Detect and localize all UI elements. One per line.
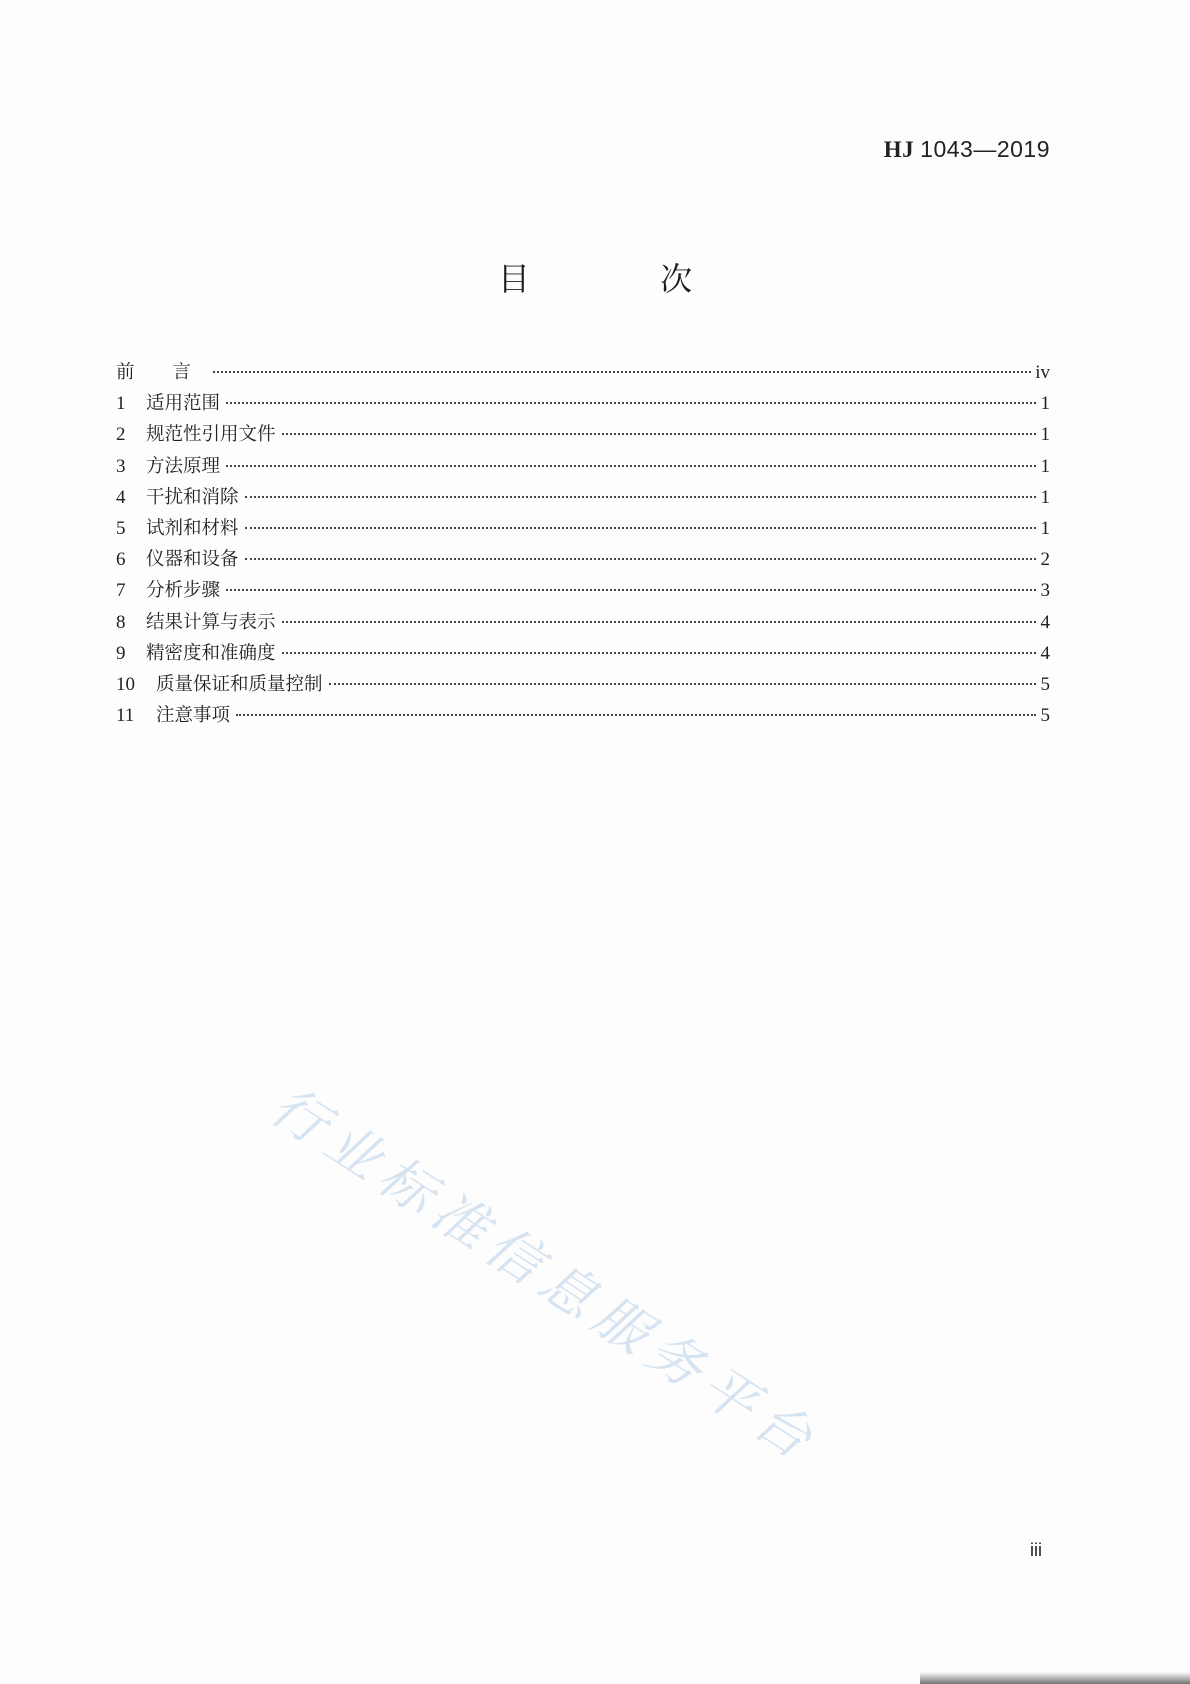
toc-entry-page: iv: [1035, 362, 1050, 383]
toc-leader-dots: [236, 714, 1036, 716]
toc-entry-label: 方法原理: [146, 455, 221, 477]
table-of-contents: [116, 358, 1050, 732]
toc-entry-2[interactable]: [116, 420, 1050, 451]
toc-entry-11[interactable]: [116, 701, 1050, 732]
toc-leader-dots: [282, 433, 1036, 435]
toc-entry-10[interactable]: [116, 670, 1050, 701]
toc-entry-label: 仪器和设备: [146, 549, 239, 571]
toc-entry-number: 8: [116, 611, 126, 633]
toc-entry-3[interactable]: [116, 452, 1050, 483]
toc-entry-number: 5: [116, 517, 126, 539]
toc-entry-8[interactable]: [116, 608, 1050, 639]
toc-entry-page: 3: [1040, 580, 1050, 602]
toc-title: 目 次: [497, 260, 753, 298]
standard-code-prefix: HJ: [883, 137, 915, 162]
toc-entry-6[interactable]: [116, 545, 1050, 576]
toc-entry-page: 1: [1040, 393, 1050, 415]
toc-entry-page: 1: [1040, 486, 1050, 508]
toc-entry-9[interactable]: [116, 639, 1050, 670]
toc-entry-number: 7: [116, 580, 126, 602]
toc-entry-number: 9: [116, 642, 126, 664]
standard-code: [884, 136, 1050, 163]
toc-entry-page: 5: [1040, 673, 1050, 695]
toc-entry-label: 适用范围: [146, 393, 221, 415]
toc-entry-number: 10: [116, 673, 135, 695]
toc-entry-number: 11: [116, 705, 135, 727]
toc-entry-7[interactable]: [116, 576, 1050, 607]
toc-entry-number: 6: [116, 549, 126, 571]
toc-entry-page: 1: [1040, 424, 1050, 446]
toc-entry-label: 精密度和准确度: [146, 642, 276, 664]
toc-entry-label: 干扰和消除: [146, 486, 239, 508]
toc-entry-5[interactable]: [116, 514, 1050, 545]
toc-leader-dots: [226, 465, 1036, 467]
toc-entry-label: 质量保证和质量控制: [156, 673, 323, 695]
toc-entry-page: 4: [1040, 642, 1050, 664]
toc-entry-4[interactable]: [116, 483, 1050, 514]
page-number: iii: [1030, 1540, 1042, 1560]
toc-entry-page: 4: [1040, 611, 1050, 633]
toc-entry-label: 分析步骤: [146, 580, 221, 602]
toc-entry-label: 前 言: [116, 362, 207, 383]
toc-entry-1[interactable]: [116, 389, 1050, 420]
toc-entry-page: 1: [1040, 517, 1050, 539]
toc-leader-dots: [282, 621, 1036, 623]
toc-entry-label: 注意事项: [156, 705, 231, 727]
standard-code-number: 1043—2019: [920, 136, 1050, 162]
toc-entry-number: 3: [116, 455, 126, 477]
toc-leader-dots: [329, 683, 1036, 685]
toc-leader-dots: [245, 527, 1036, 529]
toc-entry-page: 1: [1040, 455, 1050, 477]
toc-leader-dots: [245, 558, 1036, 560]
toc-entry-foreword[interactable]: [116, 358, 1050, 389]
toc-entry-number: 2: [116, 424, 126, 446]
toc-leader-dots: [226, 402, 1036, 404]
toc-entry-number: 1: [116, 393, 126, 415]
toc-entry-label: 结果计算与表示: [146, 611, 276, 633]
watermark: 行业标准信息服务平台: [259, 1074, 831, 1476]
toc-leader-dots: [226, 589, 1036, 591]
toc-entry-number: 4: [116, 486, 126, 508]
toc-entry-label: 规范性引用文件: [146, 424, 276, 446]
toc-leader-dots: [213, 371, 1031, 373]
toc-entry-page: 5: [1040, 705, 1050, 727]
scan-edge-shadow: [920, 1672, 1190, 1684]
toc-leader-dots: [245, 496, 1036, 498]
toc-leader-dots: [282, 652, 1036, 654]
toc-entry-page: 2: [1040, 549, 1050, 571]
toc-entry-label: 试剂和材料: [146, 517, 239, 539]
